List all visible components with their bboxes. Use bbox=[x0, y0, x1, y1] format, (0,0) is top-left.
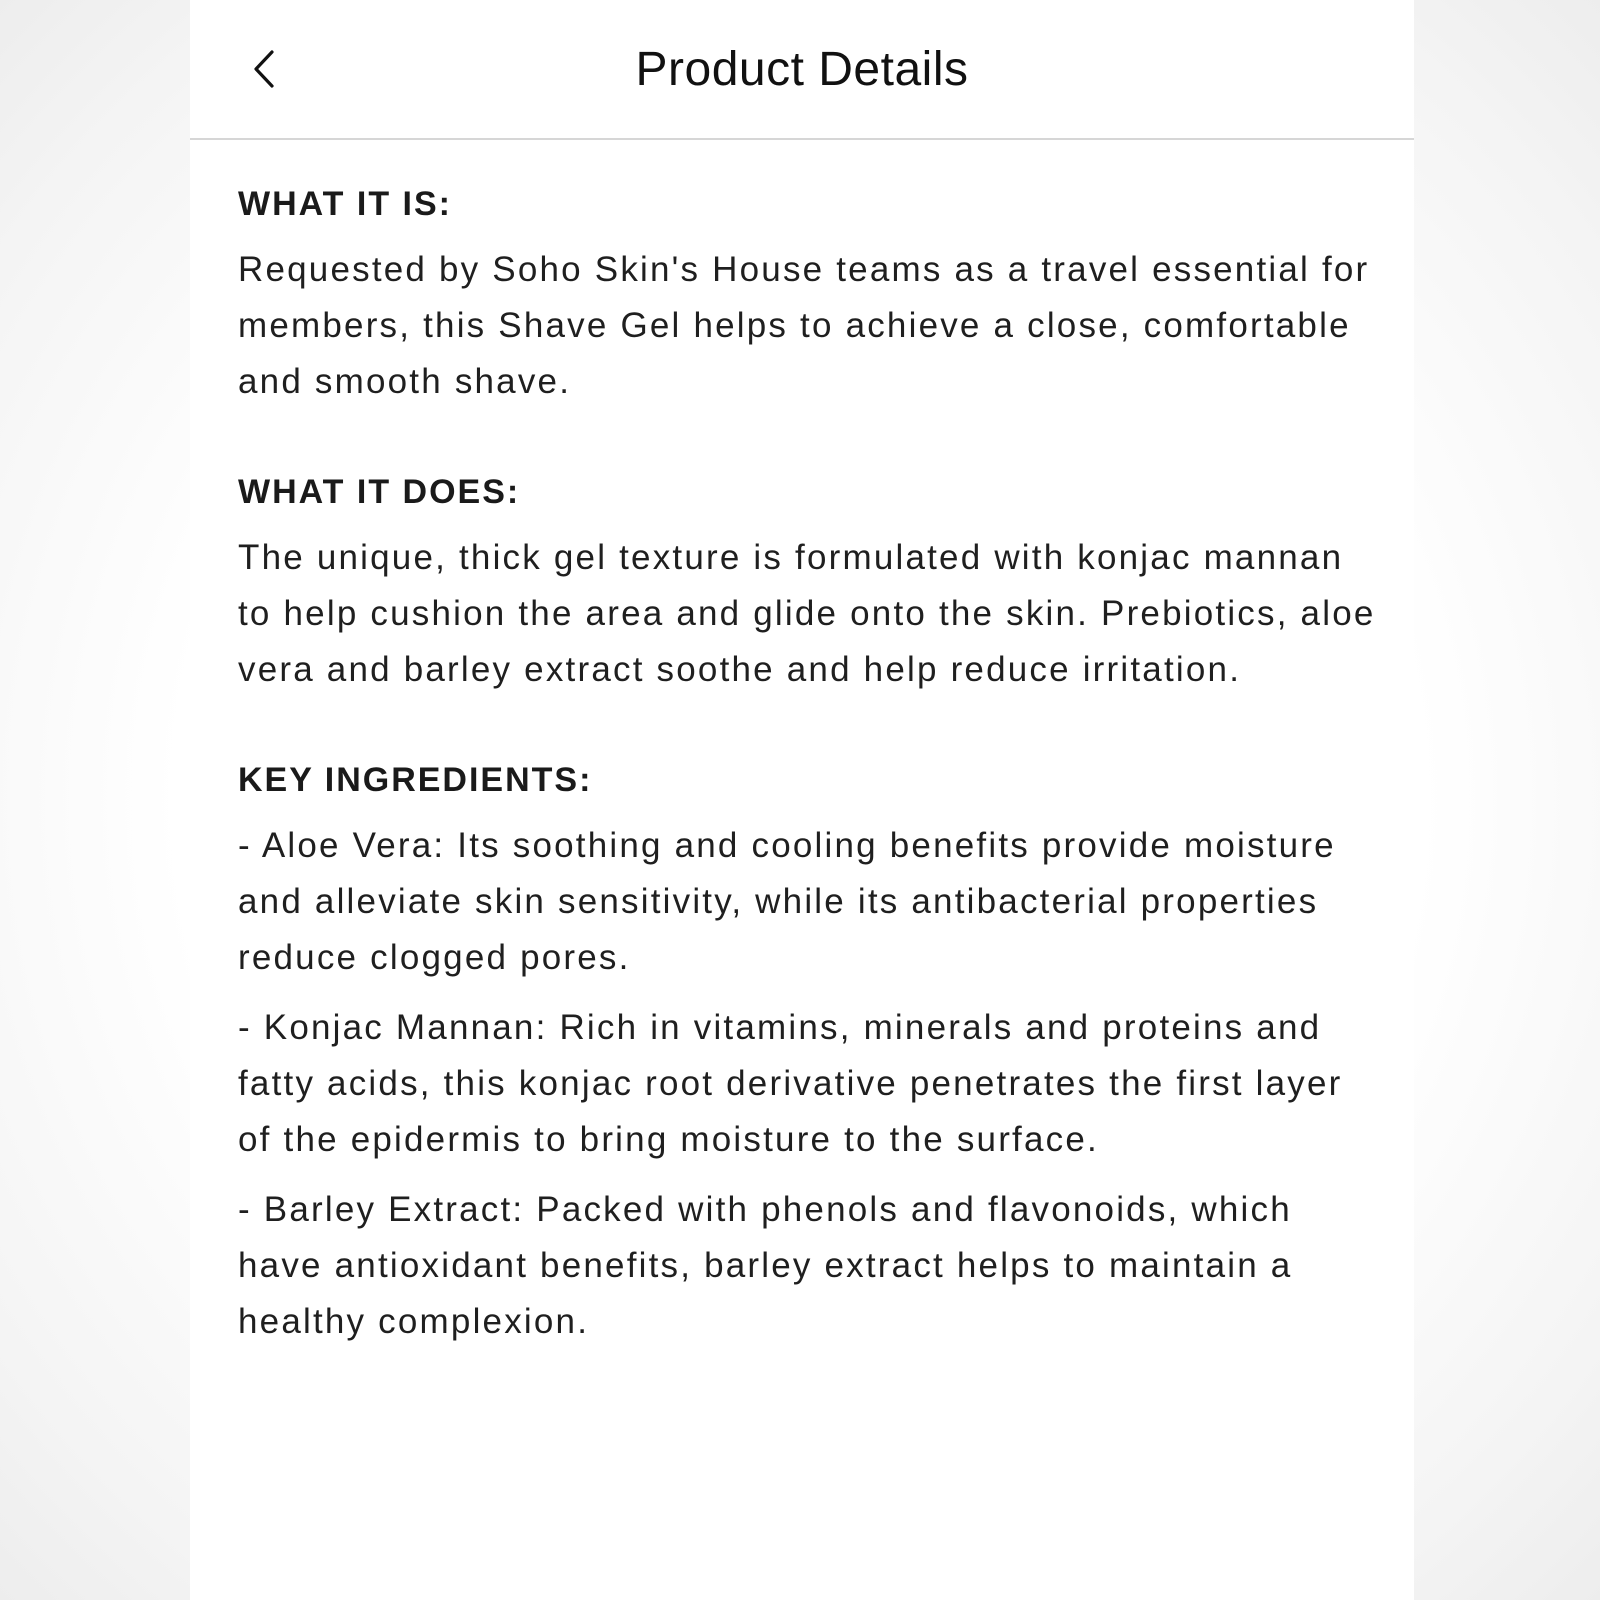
section-heading: WHAT IT DOES: bbox=[238, 473, 521, 511]
ingredient-aloe-vera: - Aloe Vera: Its soothing and cooling benefits provide moisture and alleviate skin sensitivity, while its antibacterial properties reduce clogged pores. bbox=[238, 826, 1336, 977]
section-what-it-does bbox=[238, 468, 1378, 698]
section-what-it-is bbox=[238, 180, 1378, 410]
details-content bbox=[238, 180, 1378, 1408]
section-key-ingredients bbox=[238, 756, 1378, 1350]
section-body: Requested by Soho Skin's House teams as a travel essential for members, this Shave Gel helps to achieve a close, comfortable and smooth shave. bbox=[238, 250, 1370, 401]
header-bar bbox=[190, 0, 1414, 140]
page-title: Product Details bbox=[635, 43, 969, 96]
ingredient-konjac-mannan: - Konjac Mannan: Rich in vitamins, minerals and proteins and fatty acids, this konjac root derivative penetrates the first layer of the epidermis to bring moisture to the surface. bbox=[238, 1008, 1343, 1159]
section-heading: KEY INGREDIENTS: bbox=[238, 761, 593, 799]
ingredient-barley-extract: - Barley Extract: Packed with phenols and flavonoids, which have antioxidant benefits, barley extract helps to maintain a healthy complexion. bbox=[238, 1190, 1293, 1341]
section-heading: WHAT IT IS: bbox=[238, 185, 452, 223]
section-body: The unique, thick gel texture is formulated with konjac mannan to help cushion the area and glide onto the skin. Prebiotics, aloe vera and barley extract soothe and help reduce irritation. bbox=[238, 538, 1376, 689]
product-details-card bbox=[190, 0, 1414, 1600]
